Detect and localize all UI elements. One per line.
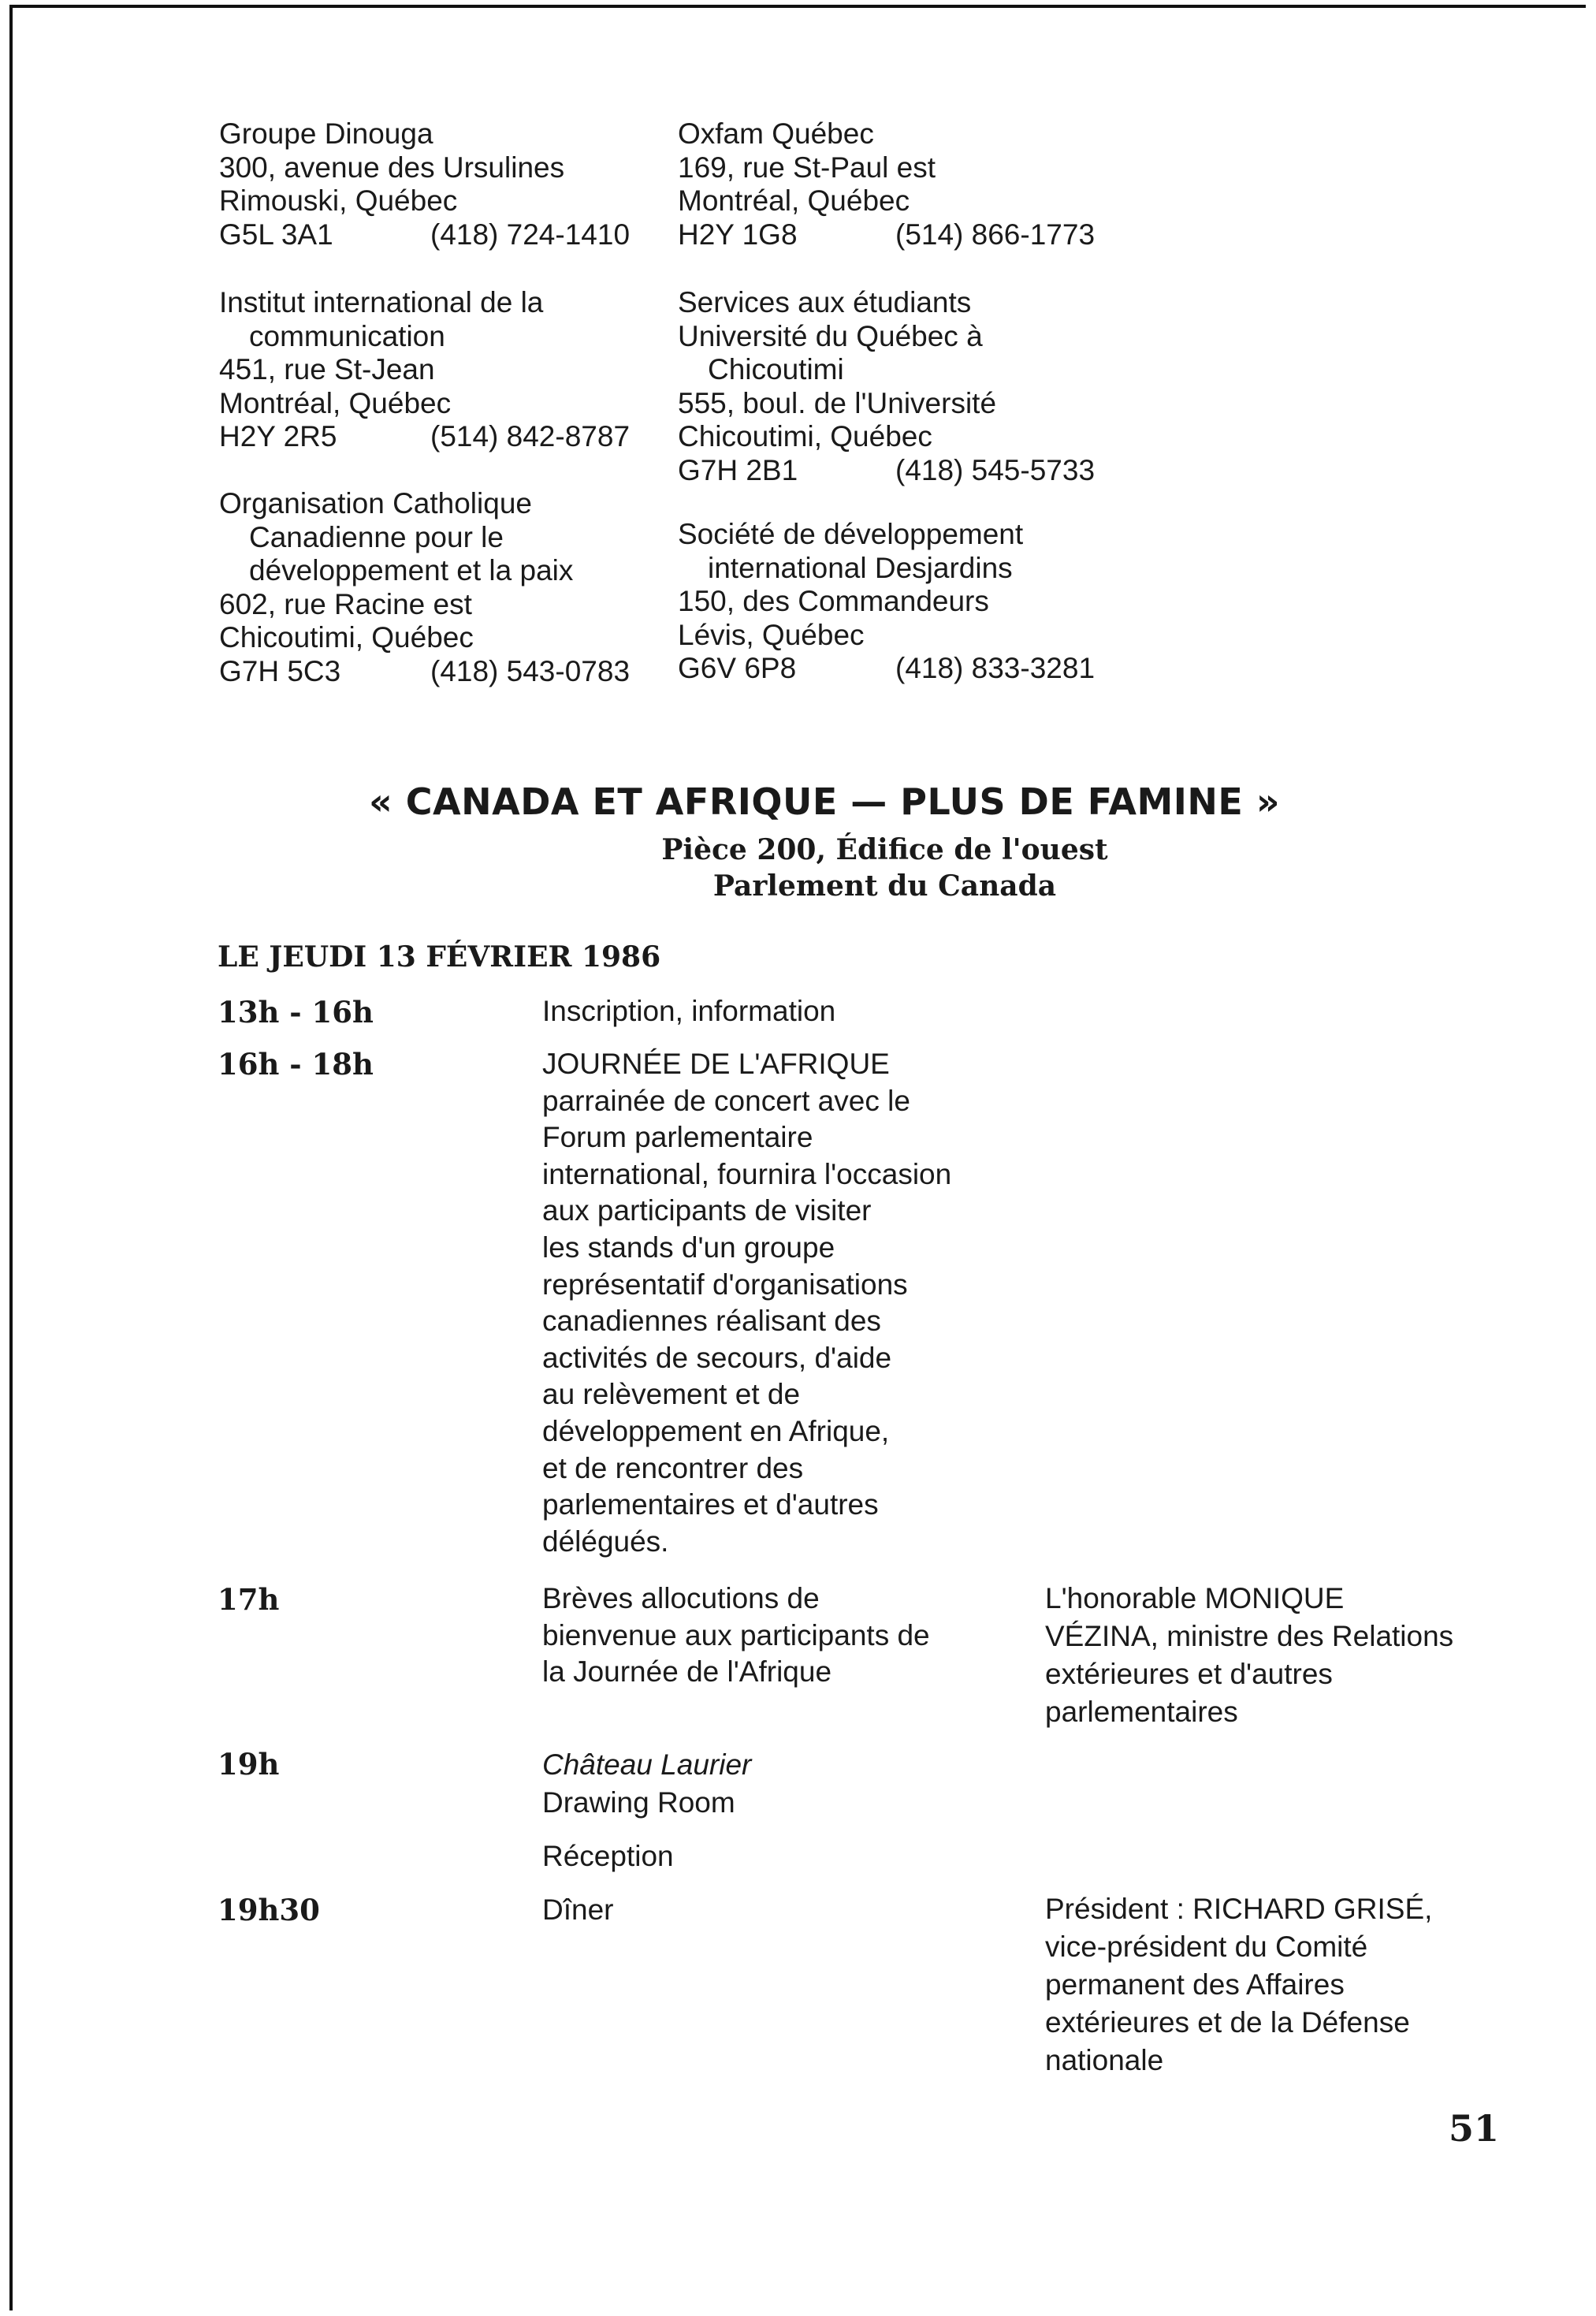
address-groupe-dinouga (219, 117, 630, 251)
address-line: Groupe Dinouga (219, 117, 433, 150)
phone-number: (514) 866-1773 (895, 218, 1096, 251)
address-oxfam-quebec (678, 117, 1095, 251)
address-line: Société de développement (678, 518, 1024, 550)
speaker-line: permanent des Affaires (1045, 1968, 1345, 2001)
schedule-time: 16h - 18h (218, 1047, 374, 1082)
address-line: Rimouski, Québec (219, 184, 458, 217)
description-line: activités de secours, d'aide (542, 1341, 892, 1374)
address-line: 451, rue St-Jean (219, 353, 435, 385)
speaker-line: L'honorable MONIQUE (1045, 1582, 1345, 1614)
address-postal-phone (678, 218, 1095, 252)
description-line: Drawing Room (542, 1786, 735, 1819)
postal-code: H2Y 2R5 (219, 420, 337, 452)
page-number: 51 (1449, 2107, 1500, 2150)
description-line: parlementaires et d'autres (542, 1488, 879, 1521)
description-line: représentatif d'organisations (542, 1268, 908, 1301)
description-line: international, fournira l'occasion (542, 1157, 952, 1190)
phone-number: (418) 833-3281 (895, 652, 1096, 684)
schedule-description (542, 1746, 751, 1875)
address-line: Institut international de la (219, 286, 544, 318)
schedule-description (542, 1581, 930, 1691)
description-line: canadiennes réalisant des (542, 1305, 881, 1338)
left-border-rule (9, 5, 13, 2310)
postal-code: G7H 2B1 (678, 453, 798, 486)
description-line: au relèvement et de (542, 1378, 801, 1411)
event-location-room: Pièce 200, Édifice de l'ouest (661, 833, 1108, 866)
address-postal-phone (219, 655, 630, 689)
description-line: aux participants de visiter (542, 1194, 872, 1227)
speaker-line: nationale (1045, 2044, 1164, 2076)
schedule-time: 17h (218, 1582, 280, 1617)
address-services-etudiants (678, 286, 1095, 487)
top-border-rule (9, 5, 1586, 8)
address-postal-phone (678, 652, 1095, 686)
address-line: Canadienne pour le (249, 520, 504, 553)
speaker-line: Président : RICHARD GRISÉ, (1045, 1893, 1433, 1925)
speaker-line: VÉZINA, ministre des Relations (1045, 1620, 1454, 1652)
address-line: 150, des Commandeurs (678, 585, 989, 617)
address-postal-phone (219, 218, 630, 252)
description-line: délégués. (542, 1525, 669, 1558)
address-line: Oxfam Québec (678, 117, 874, 150)
schedule-time: 19h (218, 1747, 280, 1782)
address-postal-phone (678, 454, 1095, 488)
event-location-building: Parlement du Canada (712, 869, 1057, 903)
address-line: 555, boul. de l'Université (678, 386, 997, 419)
address-postal-phone (219, 420, 630, 454)
phone-number: (418) 545-5733 (895, 453, 1096, 486)
address-line: Montréal, Québec (678, 184, 910, 217)
address-line: Chicoutimi, Québec (678, 420, 932, 452)
postal-code: G7H 5C3 (219, 654, 341, 687)
address-line: Organisation Catholique (219, 487, 532, 519)
speaker-line: extérieures et d'autres (1045, 1658, 1333, 1690)
schedule-description (542, 993, 835, 1030)
address-line: Services aux étudiants (678, 286, 972, 318)
address-line: Chicoutimi (708, 353, 844, 385)
description-line: bienvenue aux participants de (542, 1618, 930, 1651)
event-date: LE JEUDI 13 FÉVRIER 1986 (218, 940, 661, 974)
address-societe-desjardins (678, 518, 1095, 686)
description-line: Inscription, information (542, 995, 836, 1027)
description-line: développement en Afrique, (542, 1414, 890, 1447)
address-line: 300, avenue des Ursulines (219, 151, 565, 184)
schedule-speaker (1045, 1890, 1432, 2080)
description-line: Château Laurier (542, 1748, 752, 1781)
event-title: « CANADA ET AFRIQUE — PLUS DE FAMINE » (369, 780, 1281, 823)
speaker-line: extérieures et de la Défense (1045, 2006, 1410, 2039)
address-line: Montréal, Québec (219, 386, 452, 419)
address-organisation-catholique (219, 487, 630, 688)
schedule-description (542, 1046, 951, 1560)
address-line: international Desjardins (708, 551, 1013, 584)
description-line: Dîner (542, 1893, 614, 1926)
postal-code: G5L 3A1 (219, 218, 333, 251)
address-line: Chicoutimi, Québec (219, 621, 474, 653)
description-line: Brèves allocutions de (542, 1582, 820, 1614)
address-line: Lévis, Québec (678, 618, 865, 651)
speaker-line: vice-président du Comité (1045, 1931, 1368, 1963)
postal-code: H2Y 1G8 (678, 218, 798, 251)
postal-code: G6V 6P8 (678, 652, 797, 684)
phone-number: (418) 543-0783 (430, 654, 631, 687)
description-line: Réception (542, 1840, 674, 1872)
description-line: les stands d'un groupe (542, 1231, 835, 1264)
address-line: Université du Québec à (678, 319, 983, 352)
schedule-speaker (1045, 1580, 1453, 1731)
address-line: 602, rue Racine est (219, 587, 472, 620)
schedule-description (542, 1892, 613, 1929)
address-line: développement et la paix (249, 554, 574, 586)
address-line: 169, rue St-Paul est (678, 151, 936, 184)
description-line: et de rencontrer des (542, 1451, 804, 1484)
description-line: JOURNÉE DE L'AFRIQUE (542, 1048, 890, 1080)
description-line: Forum parlementaire (542, 1121, 813, 1154)
phone-number: (514) 842-8787 (430, 420, 631, 452)
address-line: communication (249, 319, 445, 352)
description-line: parrainée de concert avec le (542, 1084, 910, 1117)
phone-number: (418) 724-1410 (430, 218, 631, 251)
description-line: la Journée de l'Afrique (542, 1655, 832, 1689)
schedule-time: 13h - 16h (218, 995, 374, 1030)
speaker-line: parlementaires (1045, 1696, 1238, 1728)
schedule-time: 19h30 (218, 1893, 320, 1927)
address-institut-international (219, 286, 630, 454)
